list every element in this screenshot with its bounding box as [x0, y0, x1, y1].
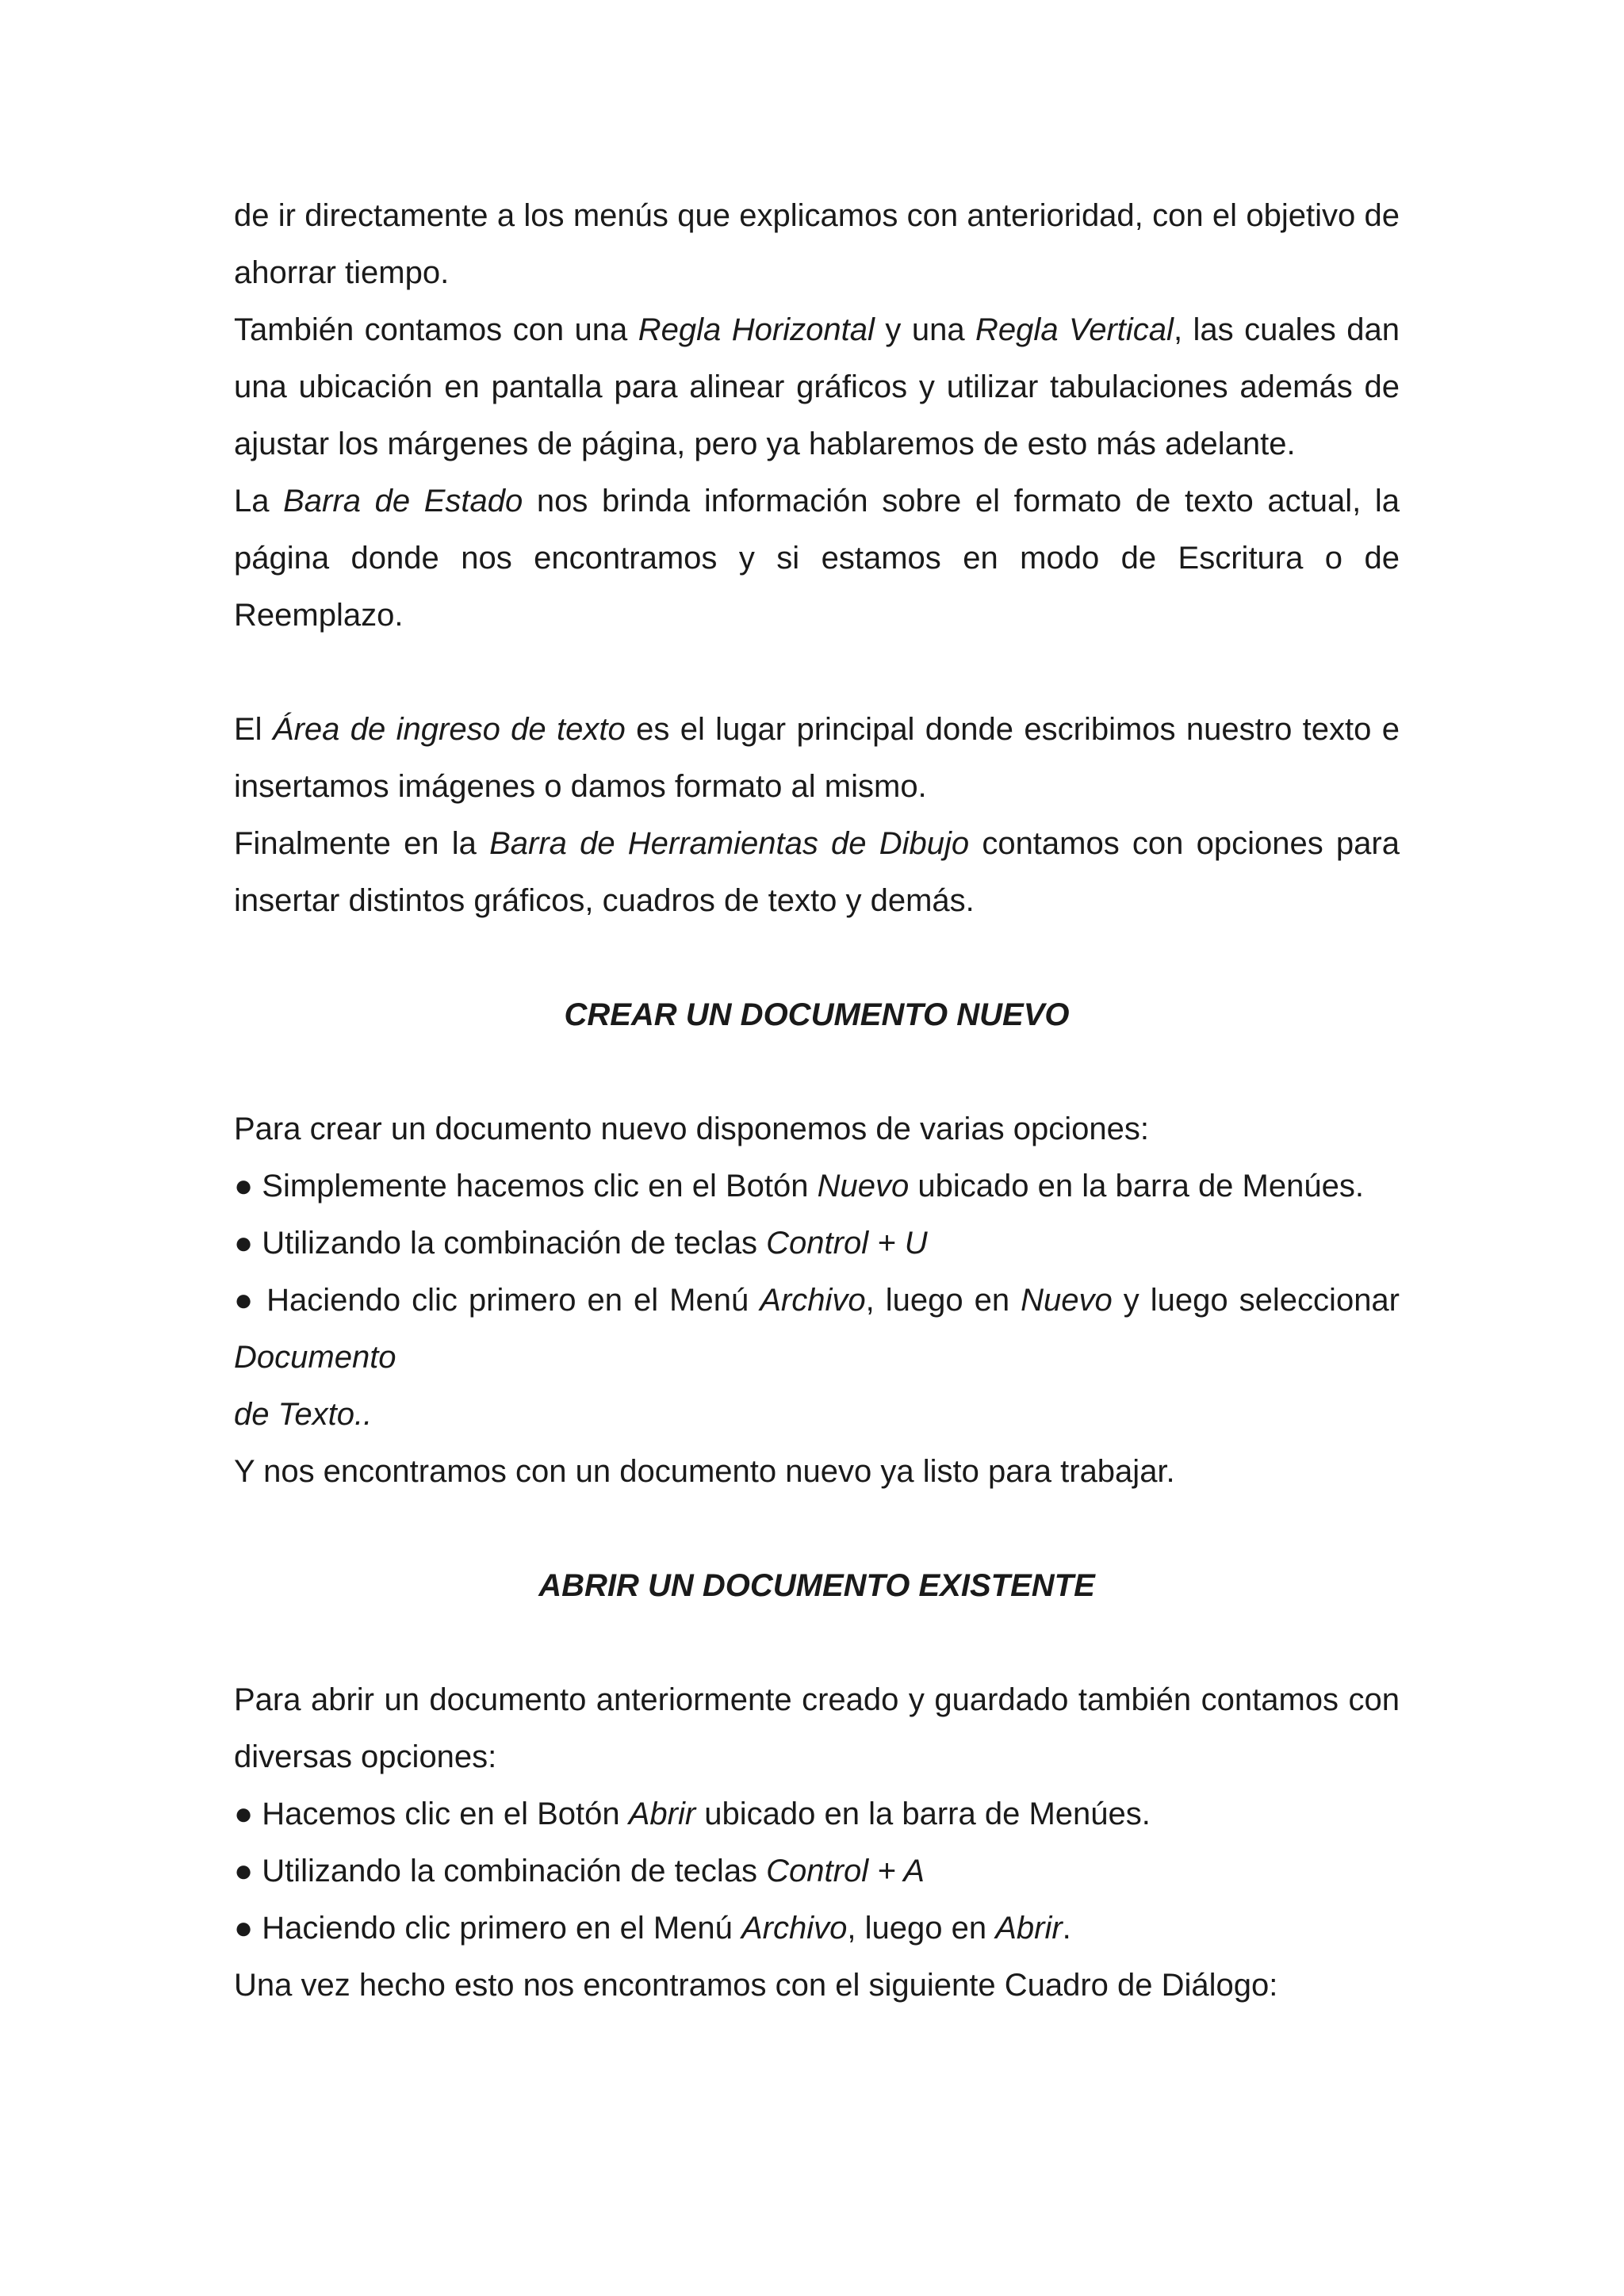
section-new-bullet-1: ● Simplemente hacemos clic en el Botón Nuevo ubicado en la barra de Menúes.: [234, 1169, 1364, 1203]
section-open-intro: Para abrir un documento anteriormente creado y guardado también contamos con diversas opciones:: [234, 1682, 1400, 1774]
section-open-bullet-3: ● Haciendo clic primero en el Menú Archivo, luego en Abrir.: [234, 1911, 1071, 1946]
section-open-bullet-2: ● Utilizando la combinación de teclas Control + A: [234, 1854, 925, 1888]
section-heading-new-document: CREAR UN DOCUMENTO NUEVO: [564, 997, 1070, 1032]
spacer: [234, 929, 1400, 986]
paragraph-status-bar: La Barra de Estado nos brinda información sobre el formato de texto actual, la página donde nos encontramos y si estamos en modo de Escritura o de Reemplazo.: [234, 484, 1400, 633]
section-new-bullet-3: ● Haciendo clic primero en el Menú Archivo, luego en Nuevo y luego seleccionar Documento: [234, 1283, 1400, 1375]
spacer: [234, 1614, 1400, 1671]
section-new-closing: Y nos encontramos con un documento nuevo ya listo para trabajar.: [234, 1454, 1175, 1489]
section-heading-open-document: ABRIR UN DOCUMENTO EXISTENTE: [538, 1568, 1095, 1603]
document-page: [234, 187, 1400, 2014]
section-new-bullet-2: ● Utilizando la combinación de teclas Control + U: [234, 1226, 928, 1261]
paragraph-text-area: El Área de ingreso de texto es el lugar principal donde escribimos nuestro texto e insertamos imágenes o damos formato al mismo.: [234, 712, 1400, 804]
paragraph-drawing-toolbar: Finalmente en la Barra de Herramientas de Dibujo contamos con opciones para insertar distintos gráficos, cuadros de texto y demás.: [234, 826, 1400, 918]
spacer: [234, 1043, 1400, 1100]
section-new-intro: Para crear un documento nuevo disponemos de varias opciones:: [234, 1112, 1150, 1146]
section-open-bullet-1: ● Hacemos clic en el Botón Abrir ubicado en la barra de Menúes.: [234, 1797, 1151, 1831]
paragraph-shortcuts: de ir directamente a los menús que explicamos con anterioridad, con el objetivo de ahorrar tiempo.: [234, 198, 1400, 290]
paragraph-rulers: También contamos con una Regla Horizontal y una Regla Vertical, las cuales dan una ubicación en pantalla para alinear gráficos y utilizar tabulaciones además de ajustar los márgenes de página, pero ya hablaremos de esto más adelante.: [234, 312, 1400, 461]
spacer: [234, 1500, 1400, 1557]
spacer: [234, 644, 1400, 701]
section-open-closing: Una vez hecho esto nos encontramos con el siguiente Cuadro de Diálogo:: [234, 1968, 1278, 2003]
section-new-bullet-3-continuation: de Texto..: [234, 1397, 373, 1432]
